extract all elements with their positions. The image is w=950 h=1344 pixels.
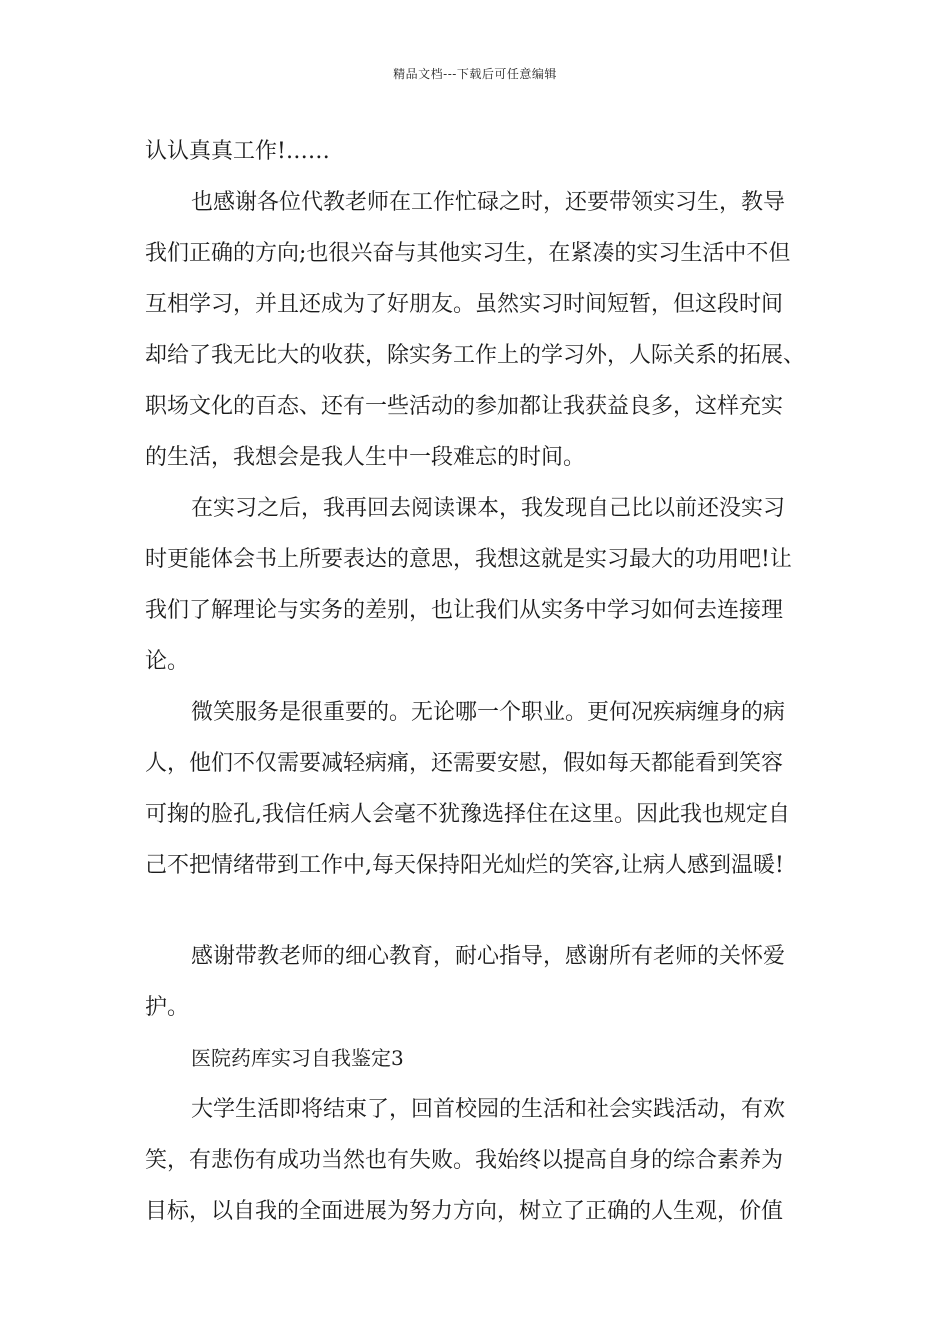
paragraph-line: 论。 (145, 649, 190, 674)
paragraph-line: 我们正确的方向;也很兴奋与其他实习生，在紧凑的实习生活中不但 (145, 241, 791, 266)
paragraph-line: 目标，以自我的全面进展为努力方向，树立了正确的人生观，价值 (145, 1199, 784, 1224)
document-body (145, 126, 817, 1237)
paragraph-line: 的生活，我想会是我人生中一段难忘的时间。 (145, 445, 586, 470)
paragraph-line: 也感谢各位代教老师在工作忙碌之时，还要带领实习生，教导 (191, 190, 786, 215)
paragraph-line: 认认真真工作!…… (145, 139, 330, 164)
paragraph-line: 感谢带教老师的细心教育，耐心指导，感谢所有老师的关怀爱 (191, 944, 786, 969)
paragraph-line: 己不把情绪带到工作中,每天保持阳光灿烂的笑容,让病人感到温暖! (145, 853, 784, 878)
paragraph-line: 互相学习，并且还成为了好朋友。虽然实习时间短暂，但这段时间 (145, 292, 784, 317)
paragraph-line: 微笑服务是很重要的。无论哪一个职业。更何况疾病缠身的病 (191, 700, 786, 725)
paragraph-line: 护。 (145, 995, 190, 1020)
paragraph-line: 职场文化的百态、还有一些活动的参加都让我获益良多，这样充实 (145, 394, 784, 419)
paragraph-line: 却给了我无比大的收获，除实务工作上的学习外，人际关系的拓展、 (145, 343, 806, 368)
paragraph-line: 我们了解理论与实务的差别，也让我们从实务中学习如何去连接理 (145, 598, 784, 623)
paragraph-line: 笑，有悲伤有成功当然也有失败。我始终以提高自身的综合素养为 (145, 1148, 784, 1173)
paragraph-line: 人，他们不仅需要减轻病痛，还需要安慰，假如每天都能看到笑容 (145, 751, 784, 776)
page-header: 精品文档---下载后可任意编辑 (393, 67, 557, 81)
blank-gap (145, 891, 817, 931)
paragraph-line: 时更能体会书上所要表达的意思，我想这就是实习最大的功用吧!让 (145, 547, 792, 572)
paragraph-line: 可掬的脸孔,我信任病人会毫不犹豫选择住在这里。因此我也规定自 (145, 802, 790, 827)
section-heading: 医院药库实习自我鉴定3 (191, 1046, 404, 1070)
paragraph-line: 大学生活即将结束了，回首校园的生活和社会实践活动，有欢 (191, 1097, 786, 1122)
paragraph-line: 在实习之后，我再回去阅读课本，我发现自己比以前还没实习 (191, 496, 786, 521)
